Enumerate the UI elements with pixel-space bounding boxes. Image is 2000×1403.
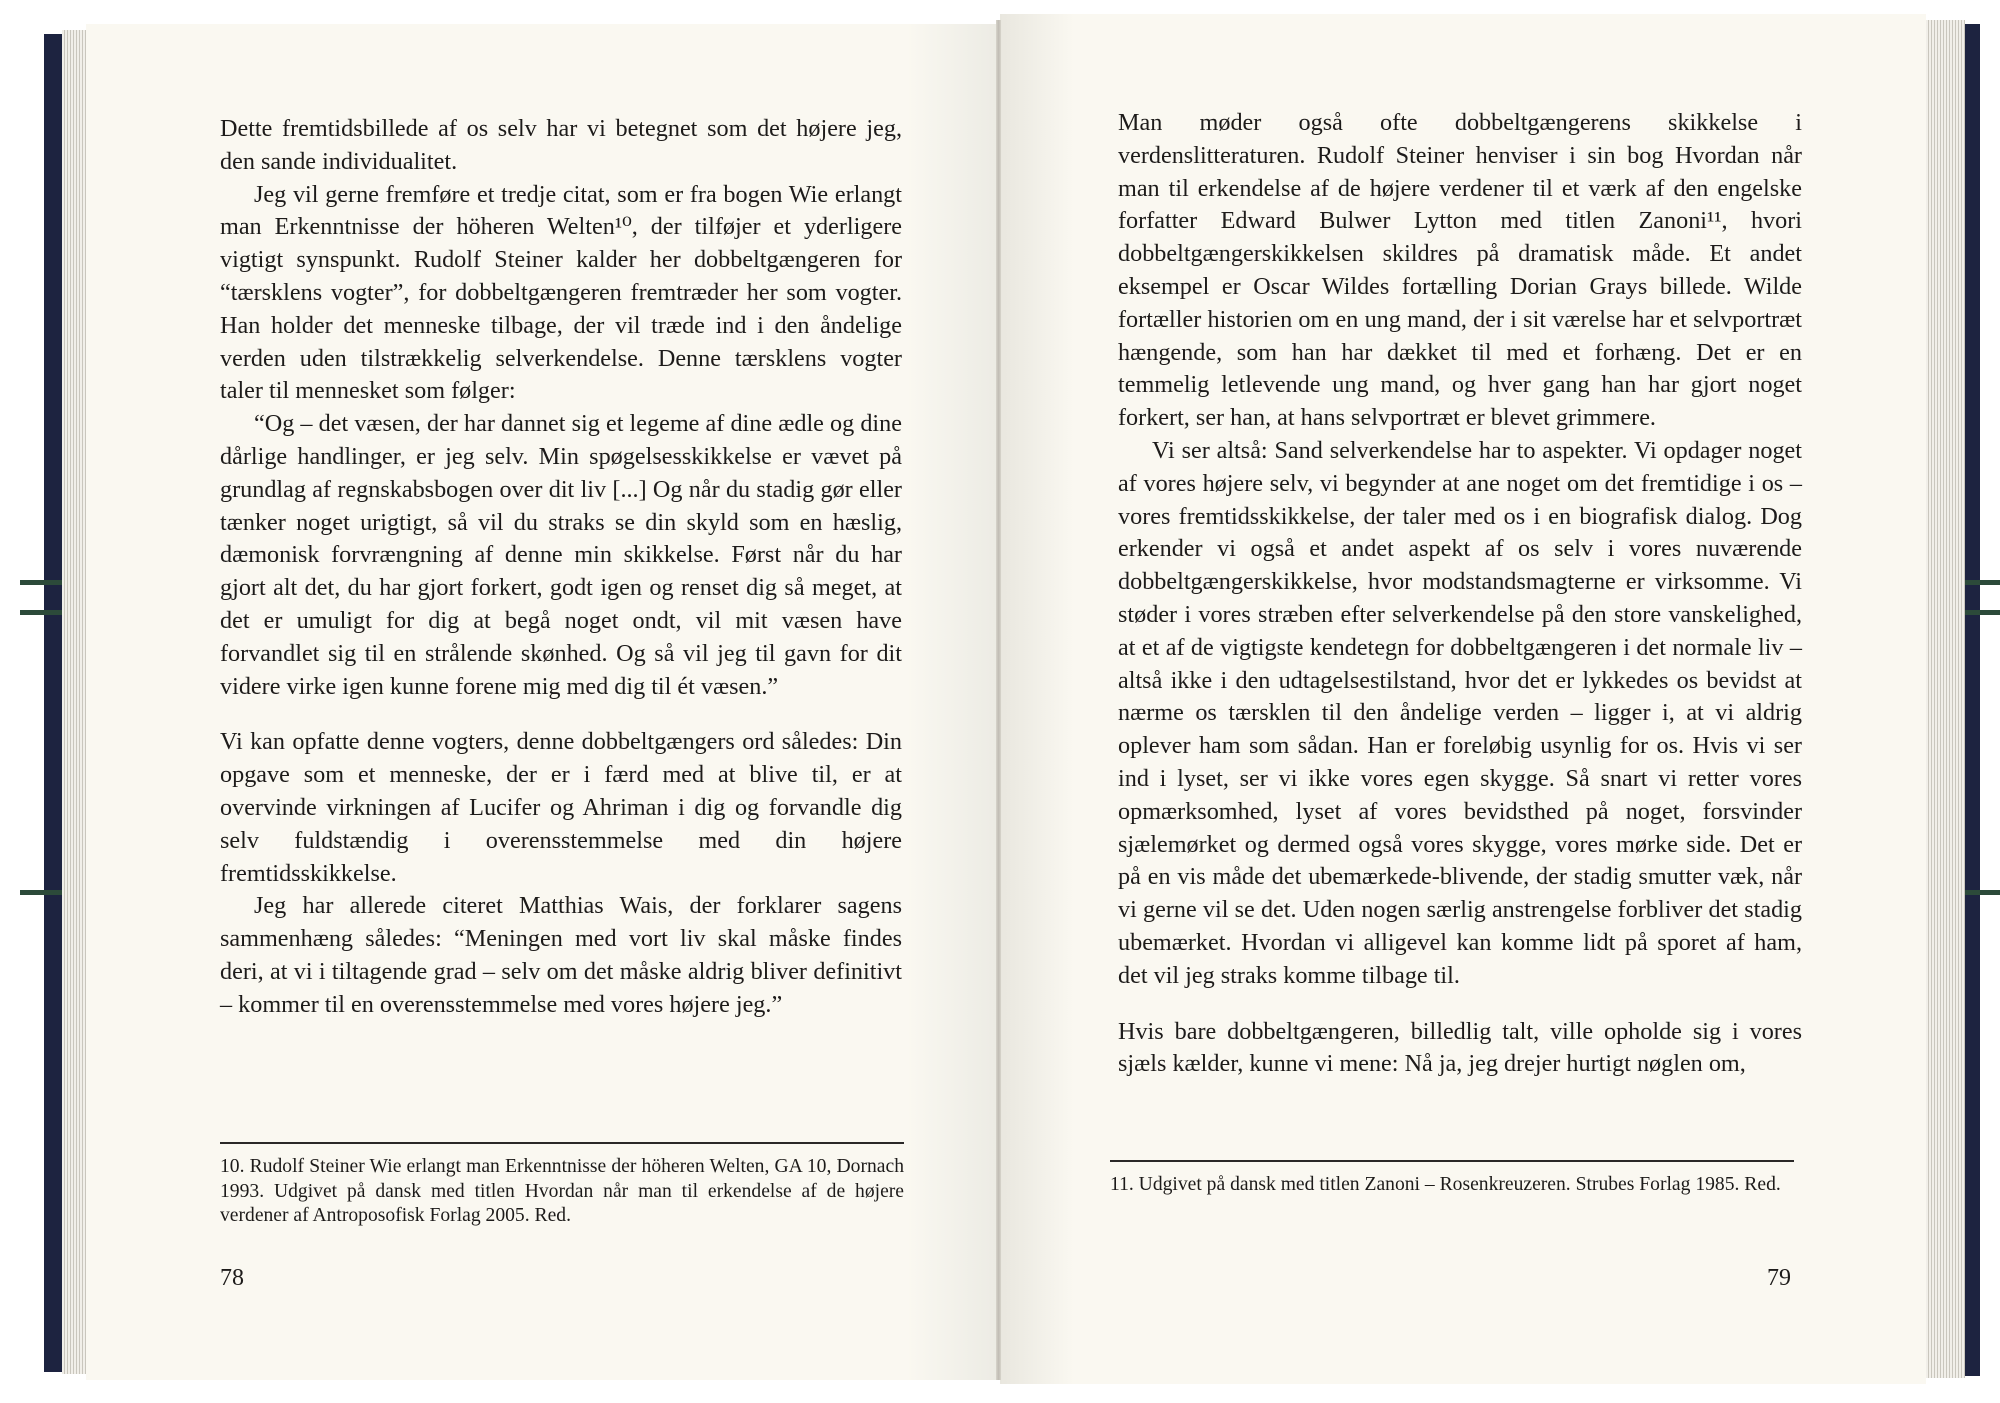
- left-page-body: [220, 113, 902, 1022]
- paragraph: Dette fremtidsbillede af os selv har vi betegnet som det højere jeg, den sande individualitet.: [220, 115, 902, 175]
- right-page-body: [1118, 107, 1802, 1081]
- book-cover-left: [44, 34, 64, 1372]
- page-number-left: 78: [220, 1265, 244, 1291]
- cover-stripe: [1963, 610, 2000, 615]
- cover-stripe: [1963, 580, 2000, 585]
- book-gutter: [996, 20, 1001, 1380]
- book-cover-right: [1963, 24, 1980, 1376]
- cover-stripe: [20, 580, 64, 585]
- paragraph: Hvis bare dobbeltgængeren, billedlig talt, ville opholde sig i vores sjæls kælder, kunne vi mene: Nå ja, jeg drejer hurtigt nøglen om,: [1118, 1017, 1802, 1078]
- cover-stripe: [1963, 890, 2000, 895]
- cover-stripe: [20, 610, 64, 615]
- paragraph: Vi kan opfatte denne vogters, denne dobbeltgængers ord således: Din opgave som et menneske, der er i færd med at blive til, er at overvinde virkningen af Lucifer og Ahriman i dig og forvandle dig selv fuldstændig i overensstemmelse med din højere fremtidsskikkelse.: [220, 728, 902, 887]
- paragraph: Jeg har allerede citeret Matthias Wais, der forklarer sagens sammenhæng således: “Meningen med vort liv skal måske findes deri, at vi i tiltagende grad – selv om det måske aldrig bliver definitivt – kommer til en overensstemmelse med vores højere jeg.”: [220, 892, 902, 1018]
- footnote-rule: [220, 1142, 904, 1144]
- page-edges-right: [1920, 20, 1965, 1378]
- footnote-10: 10. Rudolf Steiner Wie erlangt man Erkenntnisse der höheren Welten, GA 10, Dornach 1993. Udgivet på dansk med titlen Hvordan når man til erkendelse af de højere verdener af Antroposofisk Forlag 2005. Red.: [220, 1156, 904, 1226]
- paragraph: Man møder også ofte dobbeltgængerens skikkelse i verdenslitteraturen. Rudolf Steiner henviser i sin bog Hvordan når man til erkendelse af de højere verdener til et værk af den engelske forfatter Edward Bulwer Lytton med titlen Zanoni¹¹, hvori dobbeltgængerskikkelsen skildres på dramatisk måde. Et andet eksempel er Oscar Wildes fortælling Dorian Grays billede. Wilde fortæller historien om en ung mand, der i sit værelse har et selvportræt hængende, som han har dækket til med et forhæng. Det er en temmelig letlevende ung mand, og hver gang han har gjort noget forkert, ser han, at hans selvportræt er blevet grimmere.: [1118, 109, 1802, 432]
- quotation-paragraph: “Og – det væsen, der har dannet sig et legeme af dine ædle og dine dårlige handlinger, er jeg selv. Min spøgelsesskikkelse er vævet på grundlag af regnskabsbogen over dit liv [...] Og når du stadig gør eller tænker noget urigtigt, så vil du straks se din skyld som en hæslig, dæmonisk forvrængning af denne min skikkelse. Først når du har gjort alt det, du har gjort forkert, godt igen og renset dig så meget, at det er umuligt for dig at begå noget ondt, vil mit væsen have forvandlet sig til en strålende skønhed. Og så vil jeg til gavn for dit videre virke igen kunne forene mig med dig til ét væsen.”: [220, 410, 902, 700]
- paragraph: Jeg vil gerne fremføre et tredje citat, som er fra bogen Wie erlangt man Erkenntnisse der höheren Welten¹⁰, der tilføjer et yderligere vigtigt synspunkt. Rudolf Steiner kalder her dobbeltgængeren for “tærsklens vogter”, for dobbeltgængeren fremtræder her som vogter. Han holder det menneske tilbage, der vil træde ind i den åndelige verden uden tilstrækkelig selverkendelse. Denne tærsklens vogter taler til mennesket som følger:: [220, 180, 902, 405]
- cover-stripe: [20, 890, 64, 895]
- page-number-right: 79: [1767, 1265, 1791, 1291]
- paragraph: Vi ser altså: Sand selverkendelse har to aspekter. Vi opdager noget af vores højere selv, vi begynder at ane noget om det fremtidige i os – vores fremtidsskikkelse, der taler med os i en biografisk dialog. Dog erkender vi også et andet aspekt af os selv i vores nuværende dobbeltgængerskikkelse, hvor modstandsmagterne er virksomme. Vi støder i vores stræben efter selverkendelse på den store vanskelighed, at et af de vigtigste kendetegn for dobbeltgængeren i det normale liv – altså ikke i den udtagelsestilstand, hvor det er lykkedes os bevidst at nærme os tærsklen til den åndelige verden – ligger i, at vi aldrig oplever ham som sådan. Han er foreløbig usynlig for os. Hvis vi ser ind i lyset, ser vi ikke vores egen skygge. Så snart vi retter vores opmærksomhed, lyset af vores bevidsthed på noget, forsvinder sjælemørket og dermed også vores skygge, vores mørke side. Det er på en vis måde det ubemærkede-blivende, der stadig smutter væk, når vi gerne vil se det. Uden nogen særlig anstrengelse forbliver det stadig ubemærket. Hvordan vi alligevel kan komme lidt på sporet af ham, det vil jeg straks komme tilbage til.: [1118, 436, 1802, 989]
- footnote-rule: [1110, 1160, 1794, 1162]
- footnote-11: 11. Udgivet på dansk med titlen Zanoni – Rosenkreuzeren. Strubes Forlag 1985. Red.: [1110, 1174, 1781, 1195]
